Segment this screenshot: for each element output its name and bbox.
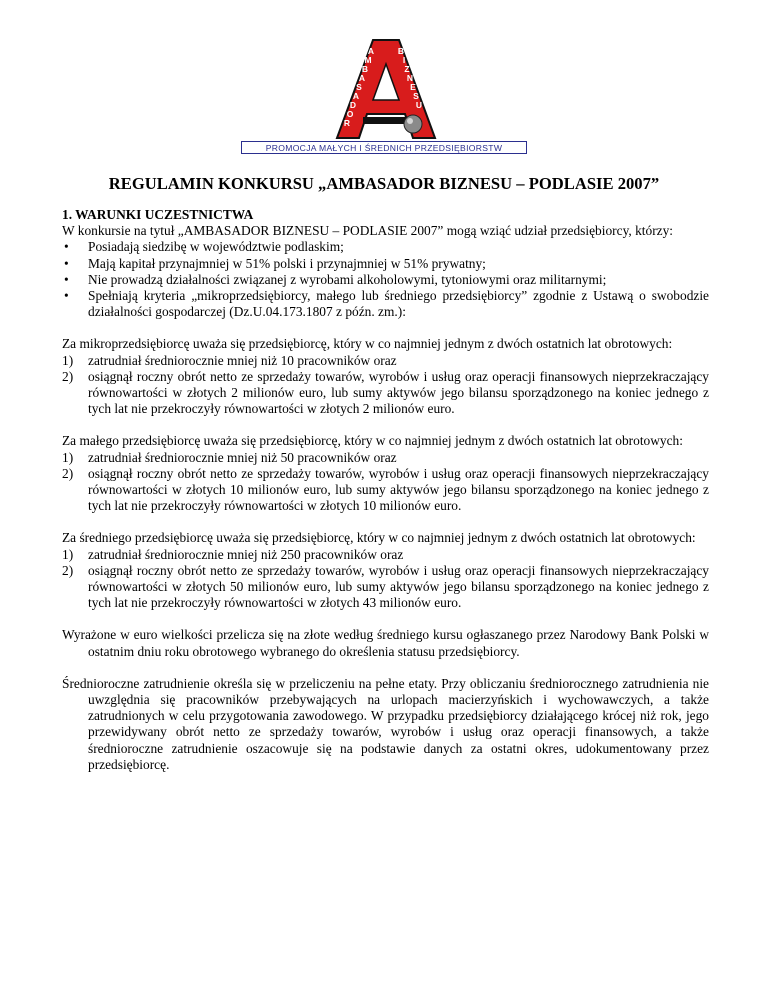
medium-definition: [62, 530, 709, 611]
list-item: 1) zatrudniał średniorocznie mniej niż 250 pracowników oraz: [62, 546, 404, 562]
criteria-list: [62, 239, 709, 320]
svg-text:E: E: [410, 82, 416, 92]
svg-text:N: N: [406, 73, 414, 83]
svg-text:A: A: [352, 91, 360, 101]
svg-text:M: M: [364, 55, 372, 65]
small-definition: [62, 433, 709, 514]
paragraph: Za małego przedsiębiorcę uważa się przedsiębiorcę, który w co najmniej jednym z dwóch ostatnich lat obrotowych:: [62, 433, 683, 449]
numbered-list: [62, 450, 709, 515]
list-item: 1) zatrudniał średniorocznie mniej niż 10 pracowników oraz: [62, 352, 397, 368]
employment-paragraph: Średnioroczne zatrudnienie określa się w przeliczeniu na pełne etaty. Przy obliczaniu średniorocznego zatrudnienia nie uwzględnia się pracowników przebywających na urlopach macierzyńskich i wychowawczych, a także zatrudnionych w celu przygotowania zawodowego. W przypadku przedsiębiorcy działającego krócej niż rok, jego przewidywany obrót netto ze sprzedaży towarów, wyrobów i usług oraz operacji finansowych, a także średnioroczne zatrudnienie oszacowuje się na podstawie danych za ostatni okres, udokumentowany przez przedsiębiorcę.: [62, 675, 709, 772]
svg-text:A: A: [367, 46, 375, 56]
svg-text:S: S: [413, 91, 419, 101]
section-intro: W konkursie na tytuł „AMBASADOR BIZNESU – PODLASIE 2007” mogą wziąć udział przedsiębiorcy, którzy:: [62, 223, 674, 239]
list-item: 1) zatrudniał średniorocznie mniej niż 50 pracowników oraz: [62, 449, 397, 465]
document-body: [62, 207, 709, 773]
paragraph: Za średniego przedsiębiorcę uważa się przedsiębiorcę, który w co najmniej jednym z dwóch ostatnich lat obrotowych:: [62, 530, 696, 546]
svg-text:Z: Z: [404, 64, 410, 74]
list-item: • Nie prowadzą działalności związanej z wyrobami alkoholowymi, tytoniowymi oraz militarnymi;: [62, 272, 709, 288]
list-item: 2) osiągnął roczny obrót netto ze sprzedaży towarów, wyrobów i usług oraz operacji finansowych nieprzekraczający równowartości w złotych 2 milionów euro, lub sumy aktywów jego bilansu sporządzonego na koniec jednego z tych lat nie przekroczyły równowartości w złotych 2 milionów euro.: [62, 368, 709, 417]
list-item: • Spełniają kryteria „mikroprzedsiębiorcy, małego lub średniego przedsiębiorcy” zgodnie z Ustawą o swobodzie działalności gospodarczej (Dz.U.04.173.1807 z późn. zm.):: [62, 288, 709, 320]
list-item: • Mają kapitał przynajmniej w 51% polski i przynajmniej w 51% prywatny;: [62, 256, 709, 272]
svg-text:R: R: [343, 118, 351, 128]
section-heading: 1. WARUNKI UCZESTNICTWA: [62, 207, 254, 222]
svg-text:B: B: [397, 46, 405, 56]
svg-text:U: U: [415, 100, 423, 110]
logo: [333, 38, 439, 142]
list-item: 2) osiągnął roczny obrót netto ze sprzedaży towarów, wyrobów i usług oraz operacji finansowych nieprzekraczający równowartości w złotych 50 milionów euro, lub sumy aktywów jego bilansu sporządzonego na koniec jednego z tych lat nie przekroczyły równowartości w złotych 43 milionów euro.: [62, 562, 709, 611]
logo-graphic: [333, 38, 439, 142]
banner: PROMOCJA MAŁYCH I ŚREDNICH PRZEDSIĘBIORSTW: [241, 141, 527, 154]
svg-text:I: I: [402, 55, 406, 65]
page-title: REGULAMIN KONKURSU „AMBASADOR BIZNESU – PODLASIE 2007”: [108, 174, 660, 193]
numbered-list: [62, 353, 709, 418]
list-item: 2) osiągnął roczny obrót netto ze sprzedaży towarów, wyrobów i usług oraz operacji finansowych nieprzekraczający równowartości w złotych 10 milionów euro, lub sumy aktywów jego bilansu sporządzonego na koniec jednego z tych lat nie przekroczyły równowartości w złotych 10 milionów euro.: [62, 465, 709, 514]
list-item: • Posiadają siedzibę w województwie podlaskim;: [62, 239, 709, 255]
numbered-list: [62, 547, 709, 612]
svg-text:S: S: [356, 82, 362, 92]
euro-paragraph: Wyrażone w euro wielkości przelicza się na złote według średniego kursu ogłaszanego przez Narodowy Bank Polski w ostatnim dniu roku obrotowego wybranego do określenia statusu przedsiębiorcy.: [62, 627, 709, 659]
svg-text:A: A: [358, 73, 366, 83]
svg-text:O: O: [346, 109, 354, 119]
svg-text:D: D: [349, 100, 357, 110]
paragraph: Za mikroprzedsiębiorcę uważa się przedsiębiorcę, który w co najmniej jednym z dwóch ostatnich lat obrotowych:: [62, 336, 673, 352]
micro-definition: [62, 336, 709, 417]
svg-text:B: B: [361, 64, 369, 74]
